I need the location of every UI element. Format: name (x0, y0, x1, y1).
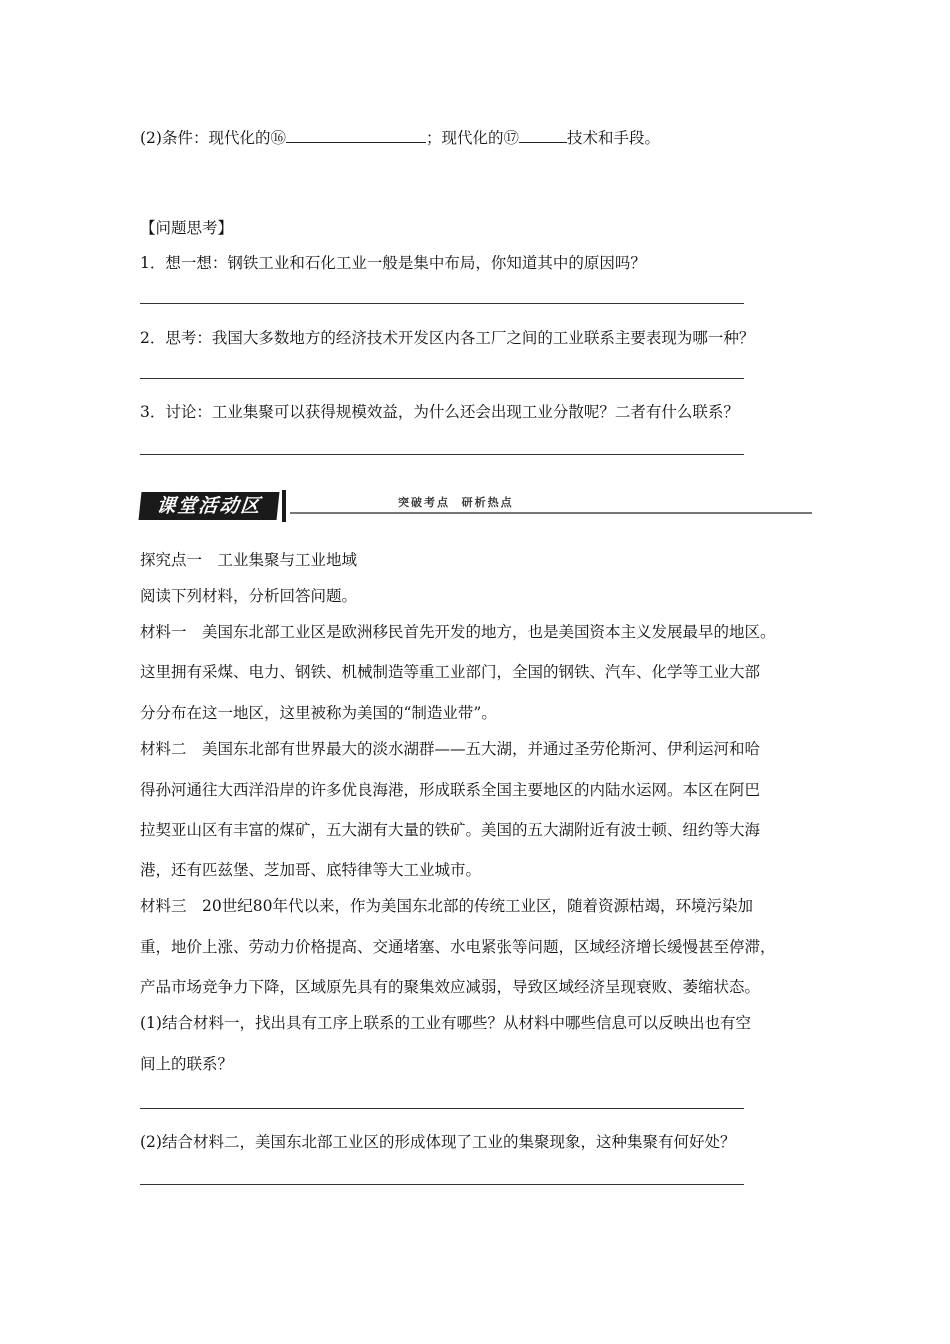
sub-question-2: (2)结合材料二，美国东北部工业区的形成体现了工业的集聚现象，这种集聚有何好处？ (140, 1133, 736, 1151)
material-line: 拉契亚山区有丰富的煤矿，五大湖有大量的铁矿。美国的五大湖附近有波士顿、纽约等大海 (140, 821, 761, 839)
banner-rule (290, 512, 812, 514)
instruction: 阅读下列材料，分析回答问题。 (140, 587, 358, 605)
sub-question-1-line-2: 间上的联系？ (140, 1055, 234, 1073)
material-line: 这里拥有采煤、电力、钢铁、机械制造等重工业部门，全国的钢铁、汽车、化学等工业大部 (140, 663, 761, 681)
conditions-prefix: (2)条件：现代化的⑯ (140, 129, 286, 147)
banner-title: 课堂活动区 (139, 492, 280, 520)
material-line: 港，还有匹兹堡、芝加哥、底特律等大工业城市。 (140, 861, 482, 879)
banner-subtitle: 突破考点 研析热点 (398, 496, 514, 509)
material-line: 分分布在这一地区，这里被称为美国的“制造业带”。 (140, 704, 497, 722)
blank-17[interactable] (519, 128, 567, 143)
material-line: 材料一 美国东北部工业区是欧洲移民首先开发的地方，也是美国资本主义发展最早的地区。 (140, 623, 776, 641)
section-heading: 探究点一 工业集聚与工业地域 (140, 551, 358, 569)
conditions-suffix: 技术和手段。 (566, 129, 660, 147)
answer-line-4[interactable] (140, 1108, 744, 1109)
sub-question-1-line-1: (1)结合材料一，找出具有工序上联系的工业有哪些？从材料中哪些信息可以反映出也有空 (140, 1014, 751, 1032)
answer-line-2[interactable] (140, 378, 744, 379)
material-line: 重，地价上涨、劳动力价格提高、交通堵塞、水电紧张等问题，区域经济增长缓慢甚至停滞， (140, 938, 776, 956)
material-line: 材料二 美国东北部有世界最大的淡水湖群——五大湖，并通过圣劳伦斯河、伊利运河和哈 (140, 740, 761, 758)
material-line: 得孙河通往大西洋沿岸的许多优良海港，形成联系全国主要地区的内陆水运网。本区在阿巴 (140, 781, 761, 799)
section-banner (140, 490, 812, 526)
question-1: 1．想一想：钢铁工业和石化工业一般是集中布局，你知道其中的原因吗？ (140, 254, 646, 272)
answer-line-1[interactable] (140, 303, 744, 304)
material-line: 材料三 20世纪80年代以来，作为美国东北部的传统工业区，随着资源枯竭，环境污染加 (140, 897, 753, 915)
question-2: 2．思考：我国大多数地方的经济技术开发区内各工厂之间的工业联系主要表现为哪一种？ (140, 329, 755, 347)
answer-line-5[interactable] (140, 1184, 744, 1185)
conditions-line (140, 128, 660, 148)
questions-heading: 【问题思考】 (140, 219, 234, 237)
question-3: 3．讨论：工业集聚可以获得规模效益，为什么还会出现工业分散呢？二者有什么联系？ (140, 403, 739, 421)
banner-divider (282, 490, 286, 522)
answer-line-3[interactable] (140, 454, 744, 455)
material-line: 产品市场竞争力下降，区域原先具有的聚集效应减弱，导致区域经济呈现衰败、萎缩状态。 (140, 978, 761, 996)
blank-16[interactable] (286, 128, 426, 143)
conditions-middle: ；现代化的⑰ (425, 129, 519, 147)
